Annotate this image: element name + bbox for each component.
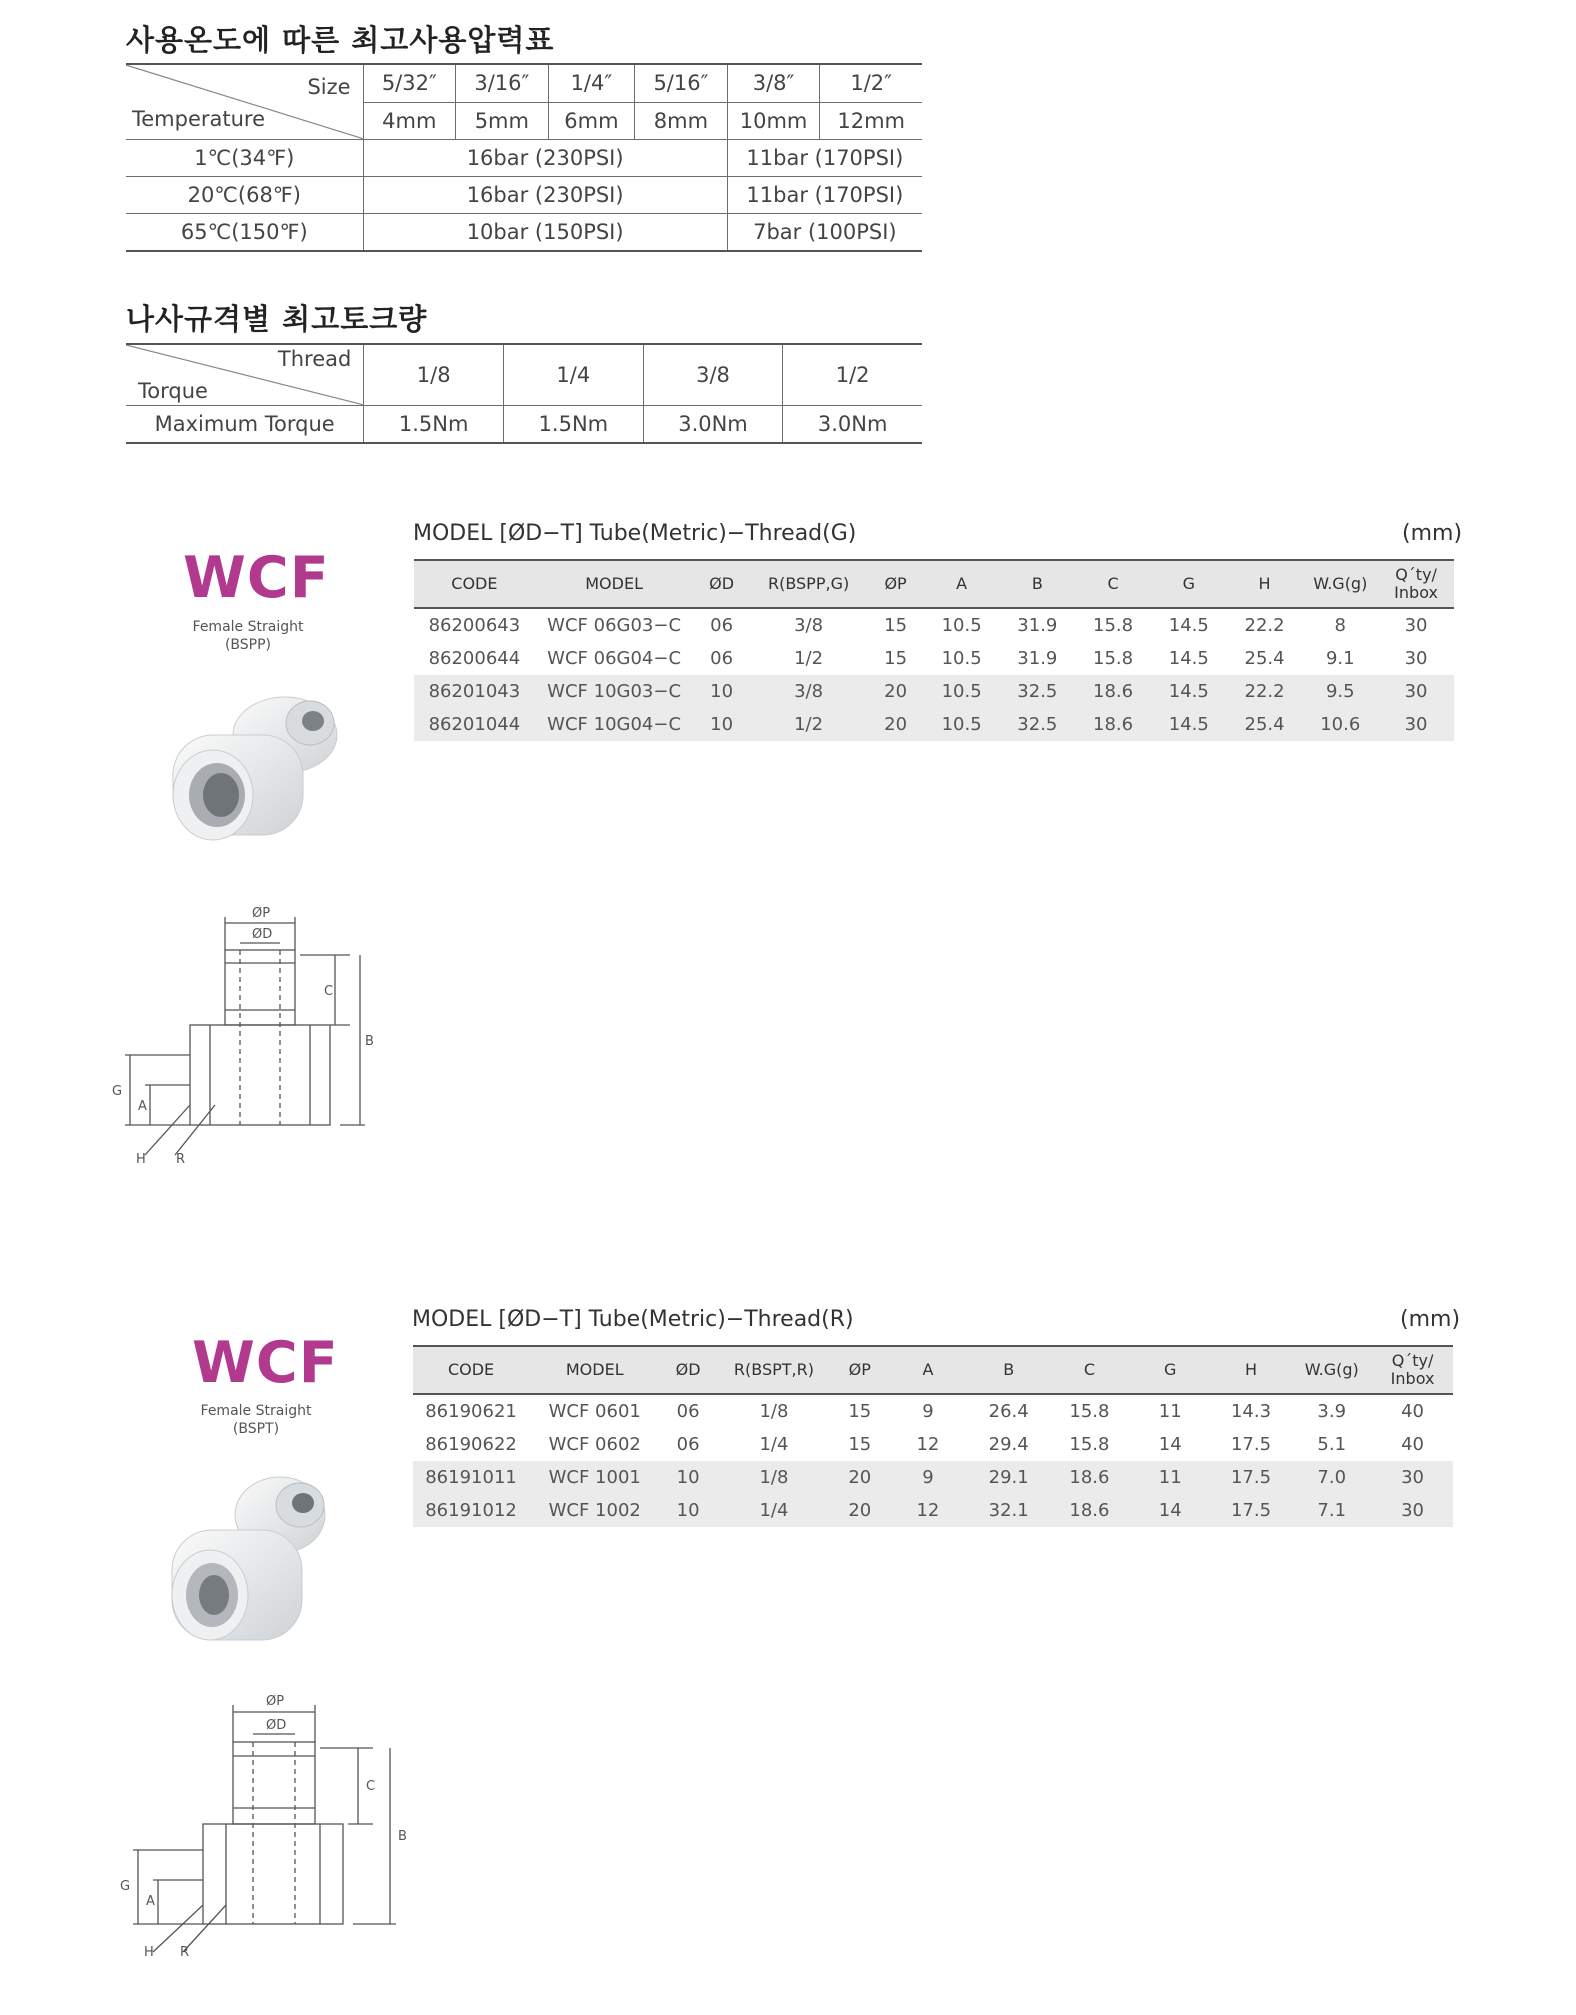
col-header: C xyxy=(1049,1346,1130,1394)
table-cell: 14.3 xyxy=(1230,1401,1272,1422)
table-cell: 1/4 xyxy=(759,1434,789,1455)
table-cell: 86191011 xyxy=(413,1461,529,1494)
table-cell: 86190621 xyxy=(425,1401,517,1422)
table-cell: WCF 1001 xyxy=(529,1461,660,1494)
table-cell: 18.6 xyxy=(1049,1461,1130,1494)
product-subtitle xyxy=(166,1402,346,1438)
table-row xyxy=(414,642,1454,675)
table-cell: 20 xyxy=(832,1461,888,1494)
table-cell: 29.4 xyxy=(988,1434,1029,1455)
torque-value: 1.5Nm xyxy=(504,406,644,444)
table-cell: 10.6 xyxy=(1302,708,1378,741)
temperature-cell: 1℃(34℉) xyxy=(126,140,363,177)
dim-c: C xyxy=(366,1779,376,1794)
table-cell: 17.5 xyxy=(1211,1461,1292,1494)
table-cell: 9.1 xyxy=(1325,648,1355,669)
table-cell: 15.8 xyxy=(1093,615,1134,636)
table-cell: WCF 0602 xyxy=(548,1434,641,1455)
table-cell: 22.2 xyxy=(1244,615,1285,636)
torque-table xyxy=(126,343,922,444)
table-cell: WCF 06G04−C xyxy=(547,648,682,669)
rows-g xyxy=(414,608,1454,741)
spec-table-r xyxy=(413,1345,1453,1527)
col-header: R(BSPP,G) xyxy=(750,560,868,608)
col-header: W.G(g) xyxy=(1302,560,1378,608)
size-inch-cell: 1/4″ xyxy=(548,64,635,102)
table-cell: WCF 10G03−C xyxy=(535,675,694,708)
torque-value: 3.0Nm xyxy=(783,406,922,444)
temperature-cell: 65℃(150℉) xyxy=(126,214,363,252)
table-cell: 30 xyxy=(1378,708,1454,741)
table-cell: WCF 1002 xyxy=(529,1494,660,1527)
thread-size-cell: 1/4 xyxy=(504,344,644,406)
table-cell: 31.9 xyxy=(1017,648,1058,669)
table-cell: 12 xyxy=(916,1434,940,1455)
table-cell: 30 xyxy=(1372,1494,1453,1527)
table-cell: 10 xyxy=(693,708,749,741)
table-cell: 15 xyxy=(848,1434,872,1455)
model-title: MODEL [ØD−T] Tube(Metric)−Thread(R) xyxy=(412,1307,854,1332)
table-cell: 06 xyxy=(710,648,734,669)
table-cell: 29.1 xyxy=(968,1461,1049,1494)
product-type: Female Straight xyxy=(192,619,304,635)
product-type: Female Straight xyxy=(200,1403,312,1419)
table-cell: 30 xyxy=(1378,675,1454,708)
unit-label: (mm) xyxy=(1400,1307,1461,1332)
table-cell: 20 xyxy=(832,1494,888,1527)
table-cell: 9.5 xyxy=(1302,675,1378,708)
torque-value: 3.0Nm xyxy=(643,406,783,444)
torque-table-title: 나사규격별 최고토크량 xyxy=(126,302,428,336)
col-header: H xyxy=(1211,1346,1292,1394)
col-header: ØD xyxy=(660,1346,716,1394)
table-cell: 9 xyxy=(888,1461,969,1494)
table-cell: 15.8 xyxy=(1093,648,1134,669)
table-cell: 15 xyxy=(848,1401,872,1422)
table-cell: 06 xyxy=(710,615,734,636)
table-cell: 14.5 xyxy=(1151,675,1227,708)
table-cell: 15.8 xyxy=(1069,1401,1110,1422)
rows-r xyxy=(413,1394,1453,1527)
col-header: CODE xyxy=(414,560,535,608)
max-torque-label: Maximum Torque xyxy=(126,406,364,444)
product-photo xyxy=(150,1470,370,1670)
col-header: G xyxy=(1130,1346,1211,1394)
table-cell: 86201043 xyxy=(414,675,535,708)
product-subtitle xyxy=(158,618,338,654)
table-cell: 86191012 xyxy=(413,1494,529,1527)
col-header: H xyxy=(1227,560,1303,608)
table-cell: 31.9 xyxy=(1017,615,1058,636)
table-cell: 10 xyxy=(660,1494,716,1527)
dim-a: A xyxy=(138,1099,147,1114)
table-cell: 14.5 xyxy=(1168,615,1209,636)
dim-b: B xyxy=(398,1829,407,1844)
table-cell: WCF 10G04−C xyxy=(535,708,694,741)
table-cell: 10.5 xyxy=(941,615,982,636)
dim-r: R xyxy=(180,1945,190,1960)
table-cell: 1/2 xyxy=(794,648,824,669)
table-row xyxy=(414,675,1454,708)
size-mm-cell: 4mm xyxy=(363,102,456,140)
table-cell: 40 xyxy=(1401,1434,1425,1455)
model-title: MODEL [ØD−T] Tube(Metric)−Thread(G) xyxy=(413,521,857,546)
table-row xyxy=(413,1428,1453,1461)
col-header: C xyxy=(1075,560,1151,608)
table-cell: 18.6 xyxy=(1049,1494,1130,1527)
size-inch-cell: 3/16″ xyxy=(456,64,549,102)
table-cell: 86200644 xyxy=(428,648,521,669)
table-cell: 86200643 xyxy=(428,615,521,636)
size-inch-cell: 5/32″ xyxy=(363,64,456,102)
size-inch-cell: 3/8″ xyxy=(727,64,820,102)
unit-label: (mm) xyxy=(1402,521,1463,546)
table-row xyxy=(414,608,1454,642)
table-cell: 20 xyxy=(867,708,923,741)
table-cell: 06 xyxy=(676,1434,700,1455)
table-cell: 86201044 xyxy=(414,708,535,741)
table-cell: 3.9 xyxy=(1317,1401,1347,1422)
table-cell: 14 xyxy=(1130,1494,1211,1527)
col-header: ØD xyxy=(693,560,749,608)
table-cell: 32.5 xyxy=(999,675,1075,708)
col-header: G xyxy=(1151,560,1227,608)
table-cell: 1/4 xyxy=(716,1494,832,1527)
table-cell: 32.1 xyxy=(968,1494,1049,1527)
table-cell: 30 xyxy=(1404,615,1428,636)
thread-standard: (BSPT) xyxy=(232,1421,280,1437)
table-cell: 25.4 xyxy=(1227,708,1303,741)
table-cell: 14.5 xyxy=(1168,648,1209,669)
table-row xyxy=(413,1461,1453,1494)
table-cell: 1/2 xyxy=(750,708,868,741)
dim-b: B xyxy=(365,1034,374,1049)
col-header: MODEL xyxy=(529,1346,660,1394)
table-cell: 17.5 xyxy=(1230,1434,1272,1455)
torque-value: 1.5Nm xyxy=(364,406,504,444)
table-cell: 11 xyxy=(1158,1401,1182,1422)
pressure-value: 16bar (230PSI) xyxy=(363,177,727,214)
col-header: ØP xyxy=(832,1346,888,1394)
table-cell: 8 xyxy=(1334,615,1346,636)
pressure-value: 16bar (230PSI) xyxy=(363,140,727,177)
wcf-logo: WCF xyxy=(192,1330,339,1396)
dim-op: ØP xyxy=(266,1694,285,1709)
col-header: CODE xyxy=(413,1346,529,1394)
spec-table-g xyxy=(414,559,1454,741)
col-header: Q´ty/ Inbox xyxy=(1372,1346,1453,1394)
table-cell: 32.5 xyxy=(999,708,1075,741)
table-cell: WCF 06G03−C xyxy=(547,615,682,636)
col-header: ØP xyxy=(867,560,923,608)
thread-size-cell: 1/2 xyxy=(783,344,922,406)
col-header: Q´ty/ Inbox xyxy=(1378,560,1454,608)
pressure-header-corner xyxy=(126,64,363,140)
col-header: R(BSPT,R) xyxy=(716,1346,832,1394)
table-cell: 14.5 xyxy=(1151,708,1227,741)
col-header: MODEL xyxy=(535,560,694,608)
size-mm-cell: 8mm xyxy=(635,102,728,140)
thread-label: Thread xyxy=(277,347,352,371)
pressure-value: 7bar (100PSI) xyxy=(727,214,922,252)
table-cell: 1/8 xyxy=(716,1461,832,1494)
table-cell: 10.5 xyxy=(924,708,1000,741)
dim-g: G xyxy=(120,1879,131,1894)
col-header: W.G(g) xyxy=(1291,1346,1372,1394)
table-cell: 30 xyxy=(1404,648,1428,669)
pressure-value: 11bar (170PSI) xyxy=(727,140,922,177)
dim-op: ØP xyxy=(252,906,271,921)
table-cell: 14 xyxy=(1158,1434,1182,1455)
dim-r: R xyxy=(176,1152,186,1165)
col-header: A xyxy=(924,560,1000,608)
table-cell: 26.4 xyxy=(988,1401,1029,1422)
table-cell: 15 xyxy=(884,648,908,669)
size-mm-cell: 5mm xyxy=(456,102,549,140)
size-mm-cell: 10mm xyxy=(727,102,820,140)
table-cell: 1/8 xyxy=(759,1401,789,1422)
temperature-label: Temperature xyxy=(132,107,266,131)
table-cell: 10 xyxy=(693,675,749,708)
table-cell: 30 xyxy=(1372,1461,1453,1494)
size-label: Size xyxy=(307,75,351,99)
table-cell: 12 xyxy=(888,1494,969,1527)
table-cell: 40 xyxy=(1401,1401,1425,1422)
table-cell: 17.5 xyxy=(1211,1494,1292,1527)
col-header: B xyxy=(999,560,1075,608)
dim-h: H xyxy=(144,1945,154,1960)
table-cell: 9 xyxy=(922,1401,934,1422)
dim-c: C xyxy=(324,984,334,999)
col-header: B xyxy=(968,1346,1049,1394)
table-cell: 15.8 xyxy=(1069,1434,1110,1455)
table-cell: 10.5 xyxy=(941,648,982,669)
pressure-value: 10bar (150PSI) xyxy=(363,214,727,252)
table-cell: 18.6 xyxy=(1075,675,1151,708)
size-mm-cell: 6mm xyxy=(548,102,635,140)
table-cell: 11 xyxy=(1130,1461,1211,1494)
table-cell: 15 xyxy=(884,615,908,636)
temperature-cell: 20℃(68℉) xyxy=(126,177,363,214)
table-row xyxy=(413,1394,1453,1428)
dim-g: G xyxy=(112,1084,123,1099)
wcf-logo: WCF xyxy=(183,545,330,611)
dimension-drawing xyxy=(100,905,410,1165)
table-row xyxy=(414,708,1454,741)
dim-od: ØD xyxy=(266,1718,287,1733)
table-row xyxy=(413,1494,1453,1527)
table-cell: 5.1 xyxy=(1317,1434,1347,1455)
thread-size-cell: 3/8 xyxy=(643,344,783,406)
table-cell: 10 xyxy=(660,1461,716,1494)
thread-standard: (BSPP) xyxy=(224,637,272,653)
pressure-table-title: 사용온도에 따른 최고사용압력표 xyxy=(126,23,555,57)
table-cell: 10.5 xyxy=(924,675,1000,708)
table-cell: 22.2 xyxy=(1227,675,1303,708)
thread-size-cell: 1/8 xyxy=(364,344,504,406)
size-inch-cell: 5/16″ xyxy=(635,64,728,102)
table-cell: 7.0 xyxy=(1291,1461,1372,1494)
table-cell: WCF 0601 xyxy=(548,1401,641,1422)
table-cell: 20 xyxy=(867,675,923,708)
table-cell: 06 xyxy=(676,1401,700,1422)
dim-h: H xyxy=(136,1152,146,1165)
product-photo xyxy=(145,675,365,865)
dim-od: ØD xyxy=(252,927,273,942)
size-mm-cell: 12mm xyxy=(820,102,922,140)
pressure-value: 11bar (170PSI) xyxy=(727,177,922,214)
torque-header-corner xyxy=(126,344,364,406)
table-cell: 18.6 xyxy=(1075,708,1151,741)
table-cell: 86190622 xyxy=(425,1434,517,1455)
table-cell: 3/8 xyxy=(794,615,824,636)
col-header: A xyxy=(888,1346,969,1394)
table-cell: 7.1 xyxy=(1291,1494,1372,1527)
torque-label: Torque xyxy=(138,379,208,403)
dimension-drawing xyxy=(108,1690,438,1960)
table-cell: 3/8 xyxy=(750,675,868,708)
pressure-table xyxy=(126,63,922,252)
table-cell: 25.4 xyxy=(1244,648,1285,669)
size-inch-cell: 1/2″ xyxy=(820,64,922,102)
dim-a: A xyxy=(146,1894,155,1909)
